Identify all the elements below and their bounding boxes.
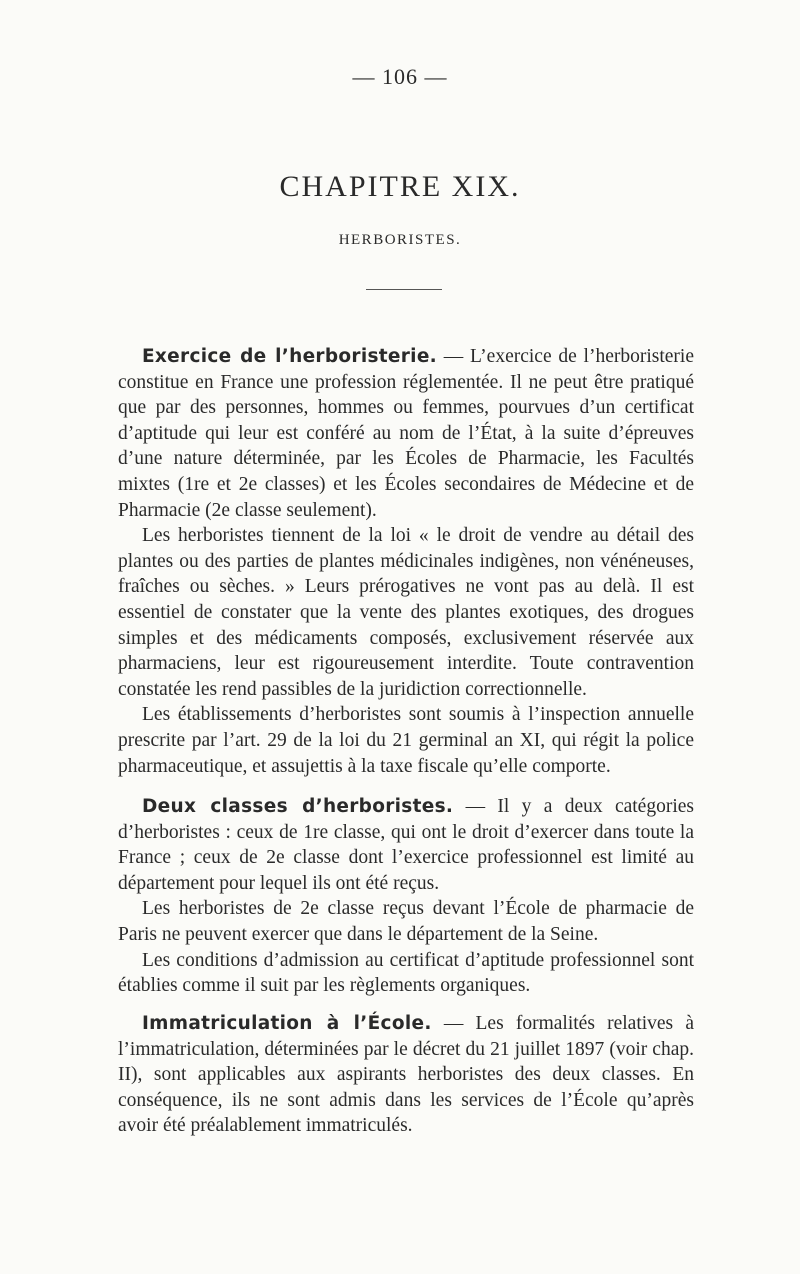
paragraph: Les établissements d’herboristes sont soumis à l’inspection annuelle prescrite par l’art. 29 de la loi du 21 germinal an XI, qui régit la police pharmaceutique, et assujettis à la taxe fiscale qu’elle comporte.	[118, 704, 694, 777]
paragraph: Les herboristes de 2e classe reçus devant l’École de pharmacie de Paris ne peuvent exercer que dans le département de la Seine.	[118, 898, 694, 945]
section-heading: Immatriculation à l’École.	[142, 1013, 432, 1034]
chapter-subtitle: HERBORISTES.	[338, 232, 462, 248]
paragraph-text: — L’exercice de l’herboristerie constitue en France une profession réglementée. Il ne peut être pratiqué que par des personnes, hommes ou femmes, pourvues d’un certificat d’aptitude qui leur est conféré au nom de l’État, à la suite d’épreuves d’une nature déterminée, par les Écoles de Pharmacie, les Facultés mixtes (1re et 2e classes) et les Écoles secondaires de Médecine et de Pharmacie (2e classe seulement).	[118, 346, 694, 521]
section-exercice	[118, 344, 694, 779]
paragraph-text: — Les formalités relatives à l’immatriculation, déterminées par le décret du 21 juillet 1897 (voir chap. II), sont applicables aux aspirants herboristes des deux classes. En conséquence, ils ne sont admis dans les services de l’École qu’après avoir été préalablement immatriculés.	[118, 1013, 694, 1137]
section-heading: Exercice de l’herboristerie.	[142, 346, 437, 367]
page-number: — 106 —	[352, 64, 448, 89]
section-heading: Deux classes d’herboristes.	[142, 796, 454, 817]
section-immatriculation	[118, 1011, 694, 1139]
paragraph	[118, 344, 694, 523]
section-deux-classes	[118, 794, 694, 999]
paragraph-text: — Il y a deux catégories d’herboristes : ceux de 1re classe, qui ont le droit d’exercer dans toute la France ; ceux de 2e classe dont l’exercice professionnel est limité au département pour lequel ils ont été reçus.	[118, 796, 694, 894]
paragraph	[118, 794, 694, 896]
paragraph: Les conditions d’admission au certificat d’aptitude professionnel sont établies comme il suit par les règlements organiques.	[118, 949, 694, 997]
chapter-title: CHAPITRE XIX.	[279, 170, 521, 203]
paragraph: Les herboristes tiennent de la loi « le droit de vendre au détail des plantes ou des parties de plantes médicinales indigènes, non vénéneuses, fraîches ou sèches. » Leurs prérogatives ne vont pas au delà. Il est essentiel de constater que la vente des plantes exotiques, des drogues simples et des médicaments composés, exclusivement réservée aux pharmaciens, leur est rigoureusement interdite. Toute contravention constatée les rend passibles de la juridiction correctionnelle.	[118, 525, 694, 700]
separator-rule	[366, 289, 442, 290]
paragraph	[118, 1011, 694, 1139]
